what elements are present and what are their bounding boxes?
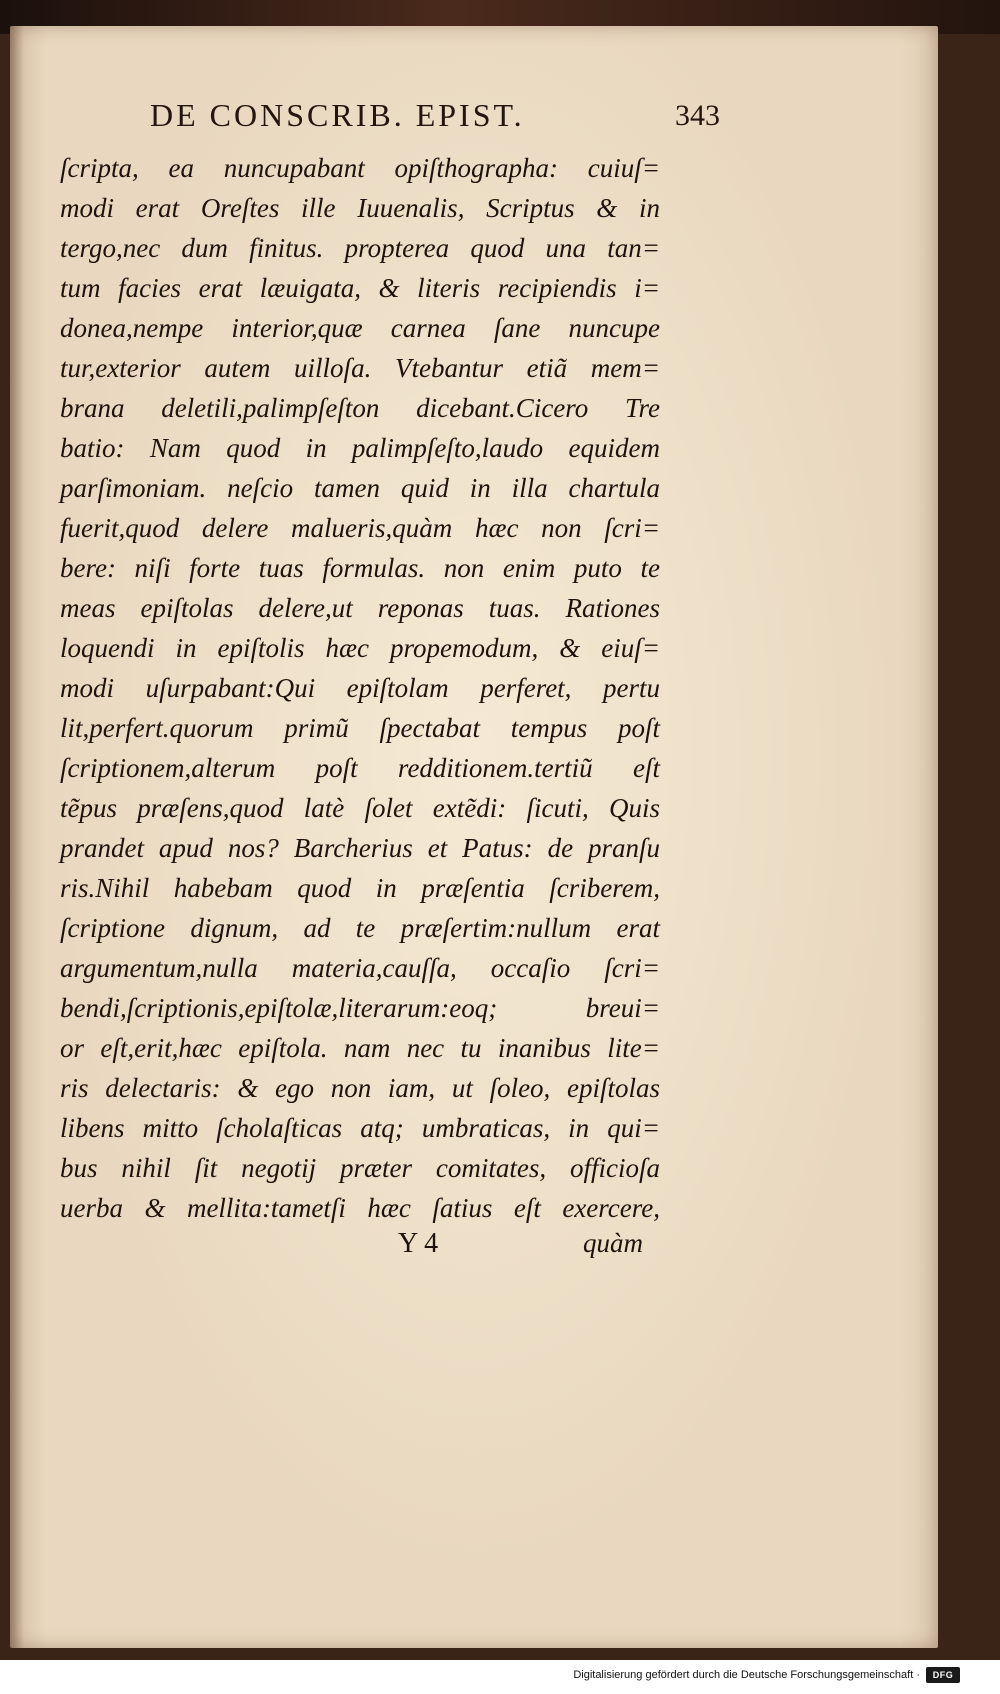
text-line: uerba & mellita:tametſi hæc ſatius eſt exercere,: [60, 1193, 660, 1223]
text-line: donea,nempe interior,quæ carnea ſane nuncupe: [60, 313, 660, 343]
text-line: tum facies erat læuigata, & literis recipiendis i=: [60, 273, 660, 303]
dfg-logo: [926, 1667, 960, 1683]
text-line: fuerit,quod delere malueris,quàm hæc non ſcri=: [60, 513, 660, 543]
catchword: quàm: [583, 1228, 643, 1258]
text-line: tur,exterior autem uilloſa. Vtebantur etiã mem=: [60, 353, 660, 383]
text-line: brana deletili,palimpſeſton dicebant.Cicero Tre: [60, 393, 660, 423]
text-line: tergo,nec dum finitus. propterea quod una tan=: [60, 233, 660, 263]
running-head: [150, 97, 720, 143]
text-line: bendi,ſcriptionis,epiſtolæ,literarum:eoq; breui=: [60, 993, 660, 1023]
text-line: parſimoniam. neſcio tamen quid in illa chartula: [60, 473, 660, 503]
page-number: 343: [675, 99, 720, 132]
text-line: libens mitto ſcholaſticas atq; umbraticas, in qui=: [60, 1113, 660, 1143]
text-line: modi erat Oreſtes ille Iuuenalis, Scriptus & in: [60, 193, 660, 223]
text-line: ſcriptione dignum, ad te præſertim:nullum erat: [60, 913, 660, 943]
text-line: ris delectaris: & ego non iam, ut ſoleo, epiſtolas: [60, 1073, 660, 1103]
text-line: bere: niſi forte tuas formulas. non enim puto te: [60, 553, 660, 583]
text-line: ris.Nihil habebam quod in præſentia ſcriberem,: [60, 873, 660, 903]
body-text: [60, 148, 660, 1228]
text-line: prandet apud nos? Barcherius et Patus: de pranſu: [60, 833, 660, 863]
text-line: argumentum,nulla materia,cauſſa, occaſio ſcri=: [60, 953, 660, 983]
text-line: or eſt,erit,hæc epiſtola. nam nec tu inanibus lite=: [60, 1033, 660, 1063]
page-gutter-shadow: [10, 26, 24, 1648]
funding-credit: Digitalisierung gefördert durch die Deutsche Forschungsgemeinschaft ·: [573, 1669, 920, 1681]
text-line: meas epiſtolas delere,ut reponas tuas. Rationes: [60, 593, 660, 623]
signature-line: [398, 1228, 643, 1268]
text-line: bus nihil ſit negotij præter comitates, officioſa: [60, 1153, 660, 1183]
text-line: loquendi in epiſtolis hæc propemodum, & eiuſ=: [60, 633, 660, 663]
text-line: ſcripta, ea nuncupabant opiſthographa: cuiuſ=: [60, 153, 660, 183]
text-line: batio: Nam quod in palimpſeſto,laudo equidem: [60, 433, 660, 463]
running-head-title: DE CONSCRIB. EPIST.: [150, 97, 525, 133]
text-line: modi uſurpabant:Qui epiſtolam perferet, pertu: [60, 673, 660, 703]
digitization-footer: [0, 1660, 1000, 1694]
dfg-logo-text: DFG: [932, 1670, 954, 1680]
text-line: tẽpus præſens,quod latè ſolet extẽdi: ſicuti, Quis: [60, 793, 660, 823]
text-line: lit,perfert.quorum primũ ſpectabat tempus poſt: [60, 713, 660, 743]
text-line: ſcriptionem,alterum poſt redditionem.tertiũ eſt: [60, 753, 660, 783]
signature-mark: Y 4: [398, 1228, 439, 1259]
